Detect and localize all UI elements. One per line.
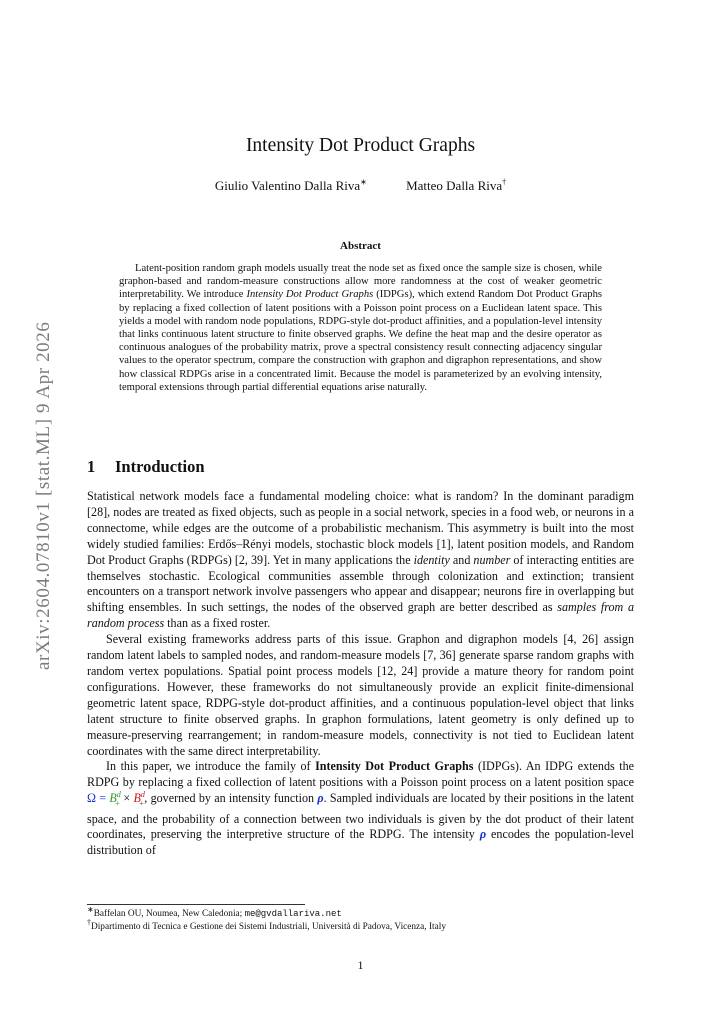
footnote-1 [87, 904, 647, 920]
abstract-heading: Abstract [340, 240, 381, 252]
paragraph-1 [87, 489, 634, 632]
p3-ball-1-base: B [109, 791, 117, 806]
arxiv-stamp-text: arXiv:2604.07810v1 [stat.ML] 9 Apr 2026 [33, 321, 54, 670]
footnote-2-mark: † [87, 917, 91, 927]
p3-rho: ρ [317, 791, 324, 806]
p3-ball-2-sub: + [138, 798, 145, 808]
p3-a: In this paper, we introduce the family of [106, 759, 316, 774]
p3-ball-2-base: B [133, 791, 141, 806]
p3-b: (IDPGs). An IDPG extends the RDPG by replacing a fixed collection of latent positions with a Poisson point process on a latent position space [87, 759, 634, 790]
paragraph-2: Several existing frameworks address parts of this issue. Graphon and digraphon models [4, 26] assign random latent labels to sampled nodes, and random-measure models [7, 36] generate sparse random graphs with random vertex populations. Spatial point process models [12, 24] provide a mature theory for random point configurations. However, these frameworks do not simultaneously provide an explicit finite-dimensional geometric latent space, RDPG-style dot-product affinities, and a continuous population-level object that links latent structure to finite observed graphs. In graphon formulations, latent geometry is only defined up to measure-preserving rearrangement; in random-measure models, connectivity is not tied to Euclidean latent coordinates with the same direct interpretability. [87, 632, 634, 758]
author-2-mark: † [502, 177, 507, 187]
arxiv-stamp [34, 298, 54, 670]
paragraph-3 [87, 759, 634, 859]
author-1-mark: ∗ [360, 177, 367, 187]
p3-strong: Intensity Dot Product Graphs [315, 759, 474, 774]
author-list [0, 178, 721, 194]
abstract-emphasis: Intensity Dot Product Graphs [246, 289, 374, 301]
p3-rho-2: ρ [479, 827, 487, 842]
p3-omega: Ω = [87, 791, 110, 806]
p3-c: , governed by an intensity function [144, 791, 318, 806]
author-1-name: Giulio Valentino Dalla Riva [214, 178, 361, 193]
p3-ball-2-sup: d [140, 790, 145, 800]
p3-ball-2 [133, 790, 145, 808]
author-1 [215, 178, 367, 194]
author-2-name: Matteo Dalla Riva [406, 178, 503, 193]
page-number: 1 [357, 958, 364, 972]
p1-d: than as a fixed roster. [164, 616, 271, 631]
p1-em-identity: identity [413, 552, 450, 567]
p1-b: and [449, 552, 474, 567]
section-heading [87, 457, 205, 477]
p3-ball-1-sub: + [114, 798, 121, 808]
p3-e: encodes the population-level distribution of [87, 827, 634, 858]
footnote-2 [87, 917, 647, 933]
footnote-1-mark: ∗ [87, 904, 94, 914]
footnote-2-text: Dipartimento di Tecnica e Gestione dei Sistemi Industriali, Università di Padova, Vicenza, Italy [91, 922, 446, 932]
abstract-part-2: (IDPGs), which extend Random Dot Product Graphs by replacing a fixed collection of latent positions with a Poisson point process on a Euclidean latent space. This yields a model with random node populations, RDPG-style dot-product affinities, and a population-level intensity that links continuous latent structure to finite observed graphs. We define the heat map and the desire operator as continuous analogues of the probability matrix, prove a spectral consistency result connecting adjacency singular values to the operator spectrum, compare the construction with graphon and digraphon representations, and show how classical RDPGs arise in a concentrated limit. Because the model is parameterized by an evolving intensity, temporal extensions through partial differential equations arise naturally. [119, 289, 602, 393]
p1-c: of interacting entities are themselves stochastic. Ecological communities assemble through colonization and extinction; transient encounters on a transport network involve passengers who appear and disappear; neurons fire in overlapping but shifting ensembles. In such settings, the nodes of the observed graph are better described as [87, 552, 634, 615]
p3-ball-1-sup: d [116, 790, 121, 800]
p1-em-samples: samples from a random process [87, 600, 634, 631]
p3-d: . Sampled individuals are located by their positions in the latent space, and the probability of a connection between two individuals is given by the dot product of their latent coordinates, preserving the interpretive structure of the RDPG. The intensity [87, 791, 634, 842]
footnote-1-email[interactable]: me@gvdallariva.net [244, 909, 342, 919]
footnote-rule [87, 904, 305, 905]
author-2 [406, 178, 506, 194]
p3-ball-1 [109, 790, 121, 808]
p1-a: Statistical network models face a fundamental modeling choice: what is random? In the dominant paradigm [28], nodes are treated as fixed objects, such as people in a social network, species in a food web, or neurons in a connectome, while edges are the outcome of a probabilistic mechanism. This asymmetry is built into the most widely studied families: Erdős–Rényi models, stochastic block models [1], latent position models, and Random Dot Product Graphs (RDPGs) [2, 39]. Yet in many applications the [87, 489, 634, 567]
paper-title: Intensity Dot Product Graphs [245, 135, 476, 156]
abstract-text [119, 262, 602, 394]
p3-times: × [120, 791, 134, 806]
p1-em-number: number [473, 552, 511, 567]
section-title: Introduction [115, 457, 205, 476]
body-text [87, 489, 634, 859]
footnote-1-text: Baffelan OU, Noumea, New Caledonia; [93, 909, 245, 919]
abstract-part-1: Latent-position random graph models usually treat the node set as fixed once the sample size is chosen, while graphon-based and random-measure constructions allow more randomness at the cost of weaker geometric interpretability. We introduce [119, 263, 602, 301]
section-number: 1 [87, 457, 96, 476]
